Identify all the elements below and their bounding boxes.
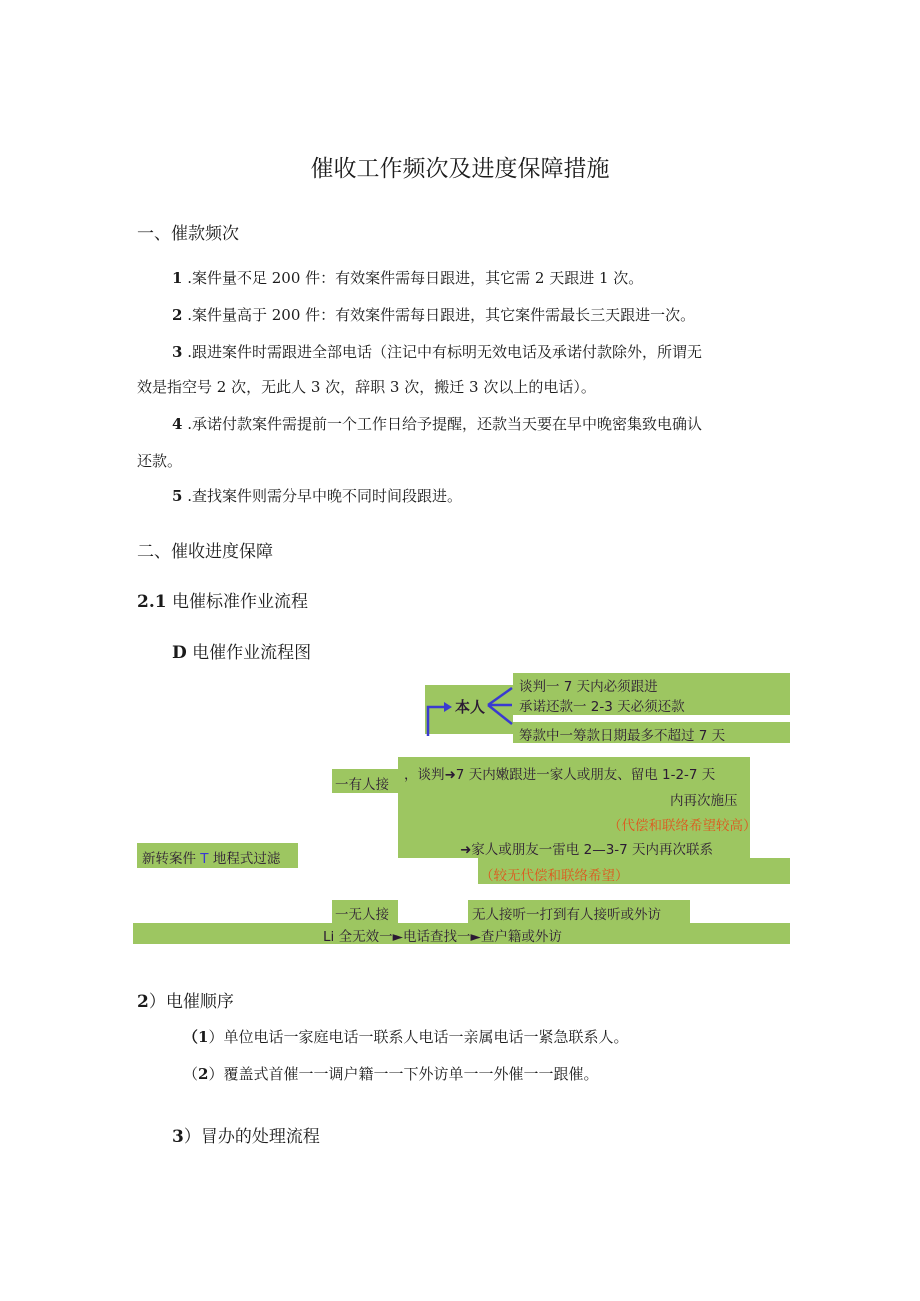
talk-note: （代偿和联络希望较高）	[608, 818, 757, 834]
branch-arrows-icon	[488, 688, 512, 724]
heading-text: ）电催顺序	[148, 992, 234, 1012]
dial-order-item	[183, 1026, 628, 1047]
arrowhead-icon	[444, 702, 452, 712]
heading-number: 3	[172, 1127, 184, 1147]
section-heading-frequency: 一、催款频次	[137, 224, 239, 244]
dial-order-item	[183, 1063, 598, 1084]
impersonation-heading	[172, 1122, 320, 1147]
heading-text: ）冒办的处理流程	[183, 1127, 320, 1147]
no-answer-detail: 无人接听一打到有人接听或外访	[472, 907, 661, 923]
list-item-continuation: 效是指空号 2 次，无此人 3 次，辞职 3 次，搬迁 3 次以上的电话）。	[137, 378, 596, 396]
section-heading-progress: 二、催收进度保障	[137, 542, 273, 562]
flowchart-caption	[172, 638, 311, 663]
item-text: .查找案件则需分早中晚不同时间段跟进。	[182, 487, 462, 505]
item-text: ）单位电话一家庭电话一联系人电话一亲属电话一紧急联系人。	[208, 1028, 629, 1046]
list-item-continuation: 还款。	[137, 452, 183, 470]
promise-label: 承诺还款一 2-3 天必须还款	[519, 699, 685, 715]
item-number: 2	[172, 306, 183, 324]
subsection-number: 2.1	[137, 592, 167, 612]
family-line: ➜家人或朋友一雷电 2—3-7 天内再次联系	[460, 842, 714, 858]
item-text: .案件量不足 200 件：有效案件需每日跟进，其它需 2 天跟进 1 次。	[182, 269, 644, 287]
item-text: .跟进案件时需跟进全部电话（注记中有标明无效电话及承诺付款除外，所谓无	[182, 343, 702, 361]
item-number: 2	[198, 1065, 209, 1083]
item-number: （1	[183, 1028, 209, 1046]
list-item	[172, 341, 702, 362]
raising-label: 筹款中一筹款日期最多不超过 7 天	[519, 728, 726, 744]
page-title: 催收工作频次及进度保障措施	[310, 156, 610, 182]
list-item	[172, 304, 695, 325]
talk-line-2: 内再次施压	[670, 793, 738, 809]
item-open-paren: （	[183, 1065, 199, 1083]
item-number: 1	[172, 269, 183, 287]
list-item	[172, 485, 462, 506]
dial-order-heading	[137, 987, 234, 1012]
item-number: 3	[172, 343, 183, 361]
filter-arrow-icon: T	[200, 851, 209, 867]
caption-letter: D	[172, 643, 187, 663]
new-case-label: 新转案件 T 地程式过滤	[142, 851, 281, 867]
talk-line-1: ，谈判➜7 天内嫩跟进一家人或朋友、留电 1-2-7 天	[404, 767, 716, 783]
self-label: 本人	[455, 698, 486, 716]
negotiate-label: 谈判一 7 天内必须跟进	[519, 679, 658, 695]
item-text: .案件量高于 200 件：有效案件需每日跟进，其它案件需最长三天跟进一次。	[182, 306, 696, 324]
list-item	[172, 413, 702, 434]
family-note: （较无代偿和联络希望）	[480, 868, 629, 884]
invalid-label: Li 全无效一►电话查找一►查户籍或外访	[323, 929, 562, 945]
subsection-heading	[137, 587, 308, 612]
item-number: 5	[172, 487, 183, 505]
item-text: ）覆盖式首催一一调户籍一一下外访单一一外催一一跟催。	[208, 1065, 599, 1083]
entry-arrow-icon	[428, 707, 444, 736]
no-answer-label: 一无人接	[335, 907, 389, 923]
item-text: .承诺付款案件需提前一个工作日给予提醒，还款当天要在早中晚密集致电确认	[182, 415, 702, 433]
heading-number: 2	[137, 992, 149, 1012]
item-number: 4	[172, 415, 183, 433]
list-item	[172, 267, 643, 288]
answered-label: 一有人接	[335, 777, 389, 793]
caption-text: 电催作业流程图	[186, 643, 312, 663]
subsection-text: 电催标准作业流程	[166, 592, 308, 612]
